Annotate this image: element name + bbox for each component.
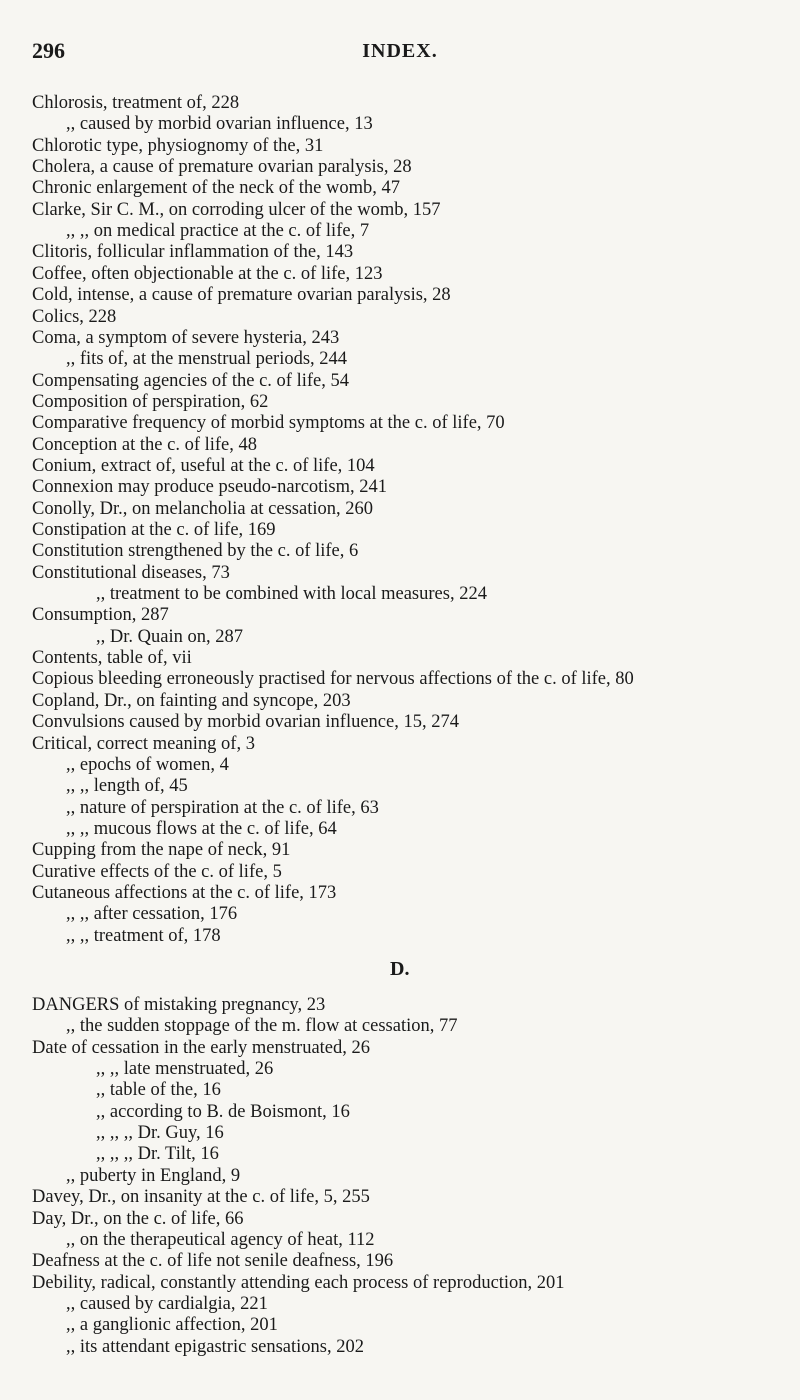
index-entry: ,, nature of perspiration at the c. of life, 63	[66, 797, 379, 818]
index-entry: ,, caused by cardialgia, 221	[66, 1293, 268, 1314]
index-entry: ,, epochs of women, 4	[66, 754, 229, 775]
index-entry: ,, ,, late menstruated, 26	[96, 1059, 274, 1080]
page-number: 296	[32, 38, 65, 63]
index-entry: ,, puberty in England, 9	[66, 1165, 241, 1186]
index-entry: ,, the sudden stoppage of the m. flow at cessation, 77	[66, 1016, 458, 1037]
index-entry: Chlorotic type, physiognomy of the, 31	[32, 135, 324, 156]
index-entry: Composition of perspiration, 62	[32, 391, 269, 412]
index-entry: Chlorosis, treatment of, 228	[32, 93, 240, 113]
index-entry: Constitution strengthened by the c. of life, 6	[32, 541, 359, 562]
index-entry: Cupping from the nape of neck, 91	[32, 840, 291, 861]
index-entry: Contents, table of, vii	[32, 648, 192, 669]
index-entry: ,, fits of, at the menstrual periods, 244	[66, 349, 348, 370]
index-entry: Clitoris, follicular inflammation of the, 143	[32, 242, 354, 263]
index-entry: ,, on the therapeutical agency of heat, 112	[66, 1229, 375, 1250]
index-entry: ,, table of the, 16	[96, 1080, 221, 1101]
index-entry: Conception at the c. of life, 48	[32, 434, 258, 455]
index-entry: ,, a ganglionic affection, 201	[66, 1315, 278, 1336]
index-entry: ,, Dr. Quain on, 287	[96, 626, 243, 647]
index-entry: Constipation at the c. of life, 169	[32, 520, 276, 540]
index-entry: Conolly, Dr., on melancholia at cessation, 260	[32, 498, 373, 519]
index-entry: Consumption, 287	[32, 605, 169, 626]
index-entry: Compensating agencies of the c. of life, 54	[32, 370, 349, 391]
index-entry: Day, Dr., on the c. of life, 66	[32, 1208, 244, 1229]
index-entry: Critical, correct meaning of, 3	[32, 733, 255, 754]
index-entry: Convulsions caused by morbid ovarian influence, 15, 274	[32, 712, 459, 733]
index-entry: ,, its attendant epigastric sensations, 202	[66, 1336, 364, 1357]
index-entry: Comparative frequency of morbid symptoms at the c. of life, 70	[32, 413, 505, 434]
index-entry: Curative effects of the c. of life, 5	[32, 861, 282, 882]
index-entry: ,, according to B. de Boismont, 16	[96, 1101, 350, 1122]
page-header	[32, 38, 768, 78]
index-entry: ,, ,, ,, Dr. Tilt, 16	[96, 1144, 219, 1165]
index-entry: Cholera, a cause of premature ovarian paralysis, 28	[32, 157, 412, 178]
index-entry: Deafness at the c. of life not senile deafness, 196	[32, 1251, 394, 1272]
index-entry: Clarke, Sir C. M., on corroding ulcer of the womb, 157	[32, 199, 441, 220]
index-entry: DANGERS of mistaking pregnancy, 23	[32, 995, 326, 1015]
index-entry: Coffee, often objectionable at the c. of life, 123	[32, 263, 383, 284]
index-entry: Chronic enlargement of the neck of the womb, 47	[32, 178, 401, 199]
index-entry: ,, ,, treatment of, 178	[66, 925, 221, 946]
index-entry: Davey, Dr., on insanity at the c. of life, 5, 255	[32, 1187, 370, 1208]
index-entry: ,, caused by morbid ovarian influence, 13	[66, 114, 373, 135]
index-entry: ,, ,, ,, Dr. Guy, 16	[96, 1123, 224, 1144]
index-entry: Cold, intense, a cause of premature ovarian paralysis, 28	[32, 285, 451, 306]
index-entry: ,, ,, length of, 45	[66, 776, 188, 797]
index-entry: ,, treatment to be combined with local measures, 224	[96, 584, 487, 605]
index-entry: Date of cessation in the early menstruated, 26	[32, 1037, 371, 1058]
index-entry: ,, ,, after cessation, 176	[66, 904, 238, 925]
index-entry: Conium, extract of, useful at the c. of life, 104	[32, 455, 375, 476]
index-entry: Cutaneous affections at the c. of life, 173	[32, 882, 337, 903]
index-entry: Coma, a symptom of severe hysteria, 243	[32, 327, 340, 348]
index-entry: Debility, radical, constantly attending each process of reproduction, 201	[32, 1272, 565, 1293]
index-entry: ,, ,, on medical practice at the c. of life, 7	[66, 221, 370, 242]
index-entry: Copland, Dr., on fainting and syncope, 203	[32, 690, 351, 711]
section-letter: D.	[390, 958, 410, 980]
index-entry: Connexion may produce pseudo-narcotism, 241	[32, 477, 388, 498]
index-entry: ,, ,, mucous flows at the c. of life, 64	[66, 818, 337, 839]
index-entry: Constitutional diseases, 73	[32, 562, 230, 583]
index-entry: Colics, 228	[32, 306, 117, 327]
index-entry: Copious bleeding erroneously practised for nervous affections of the c. of life, 80	[32, 669, 634, 690]
running-head: INDEX.	[362, 40, 438, 62]
